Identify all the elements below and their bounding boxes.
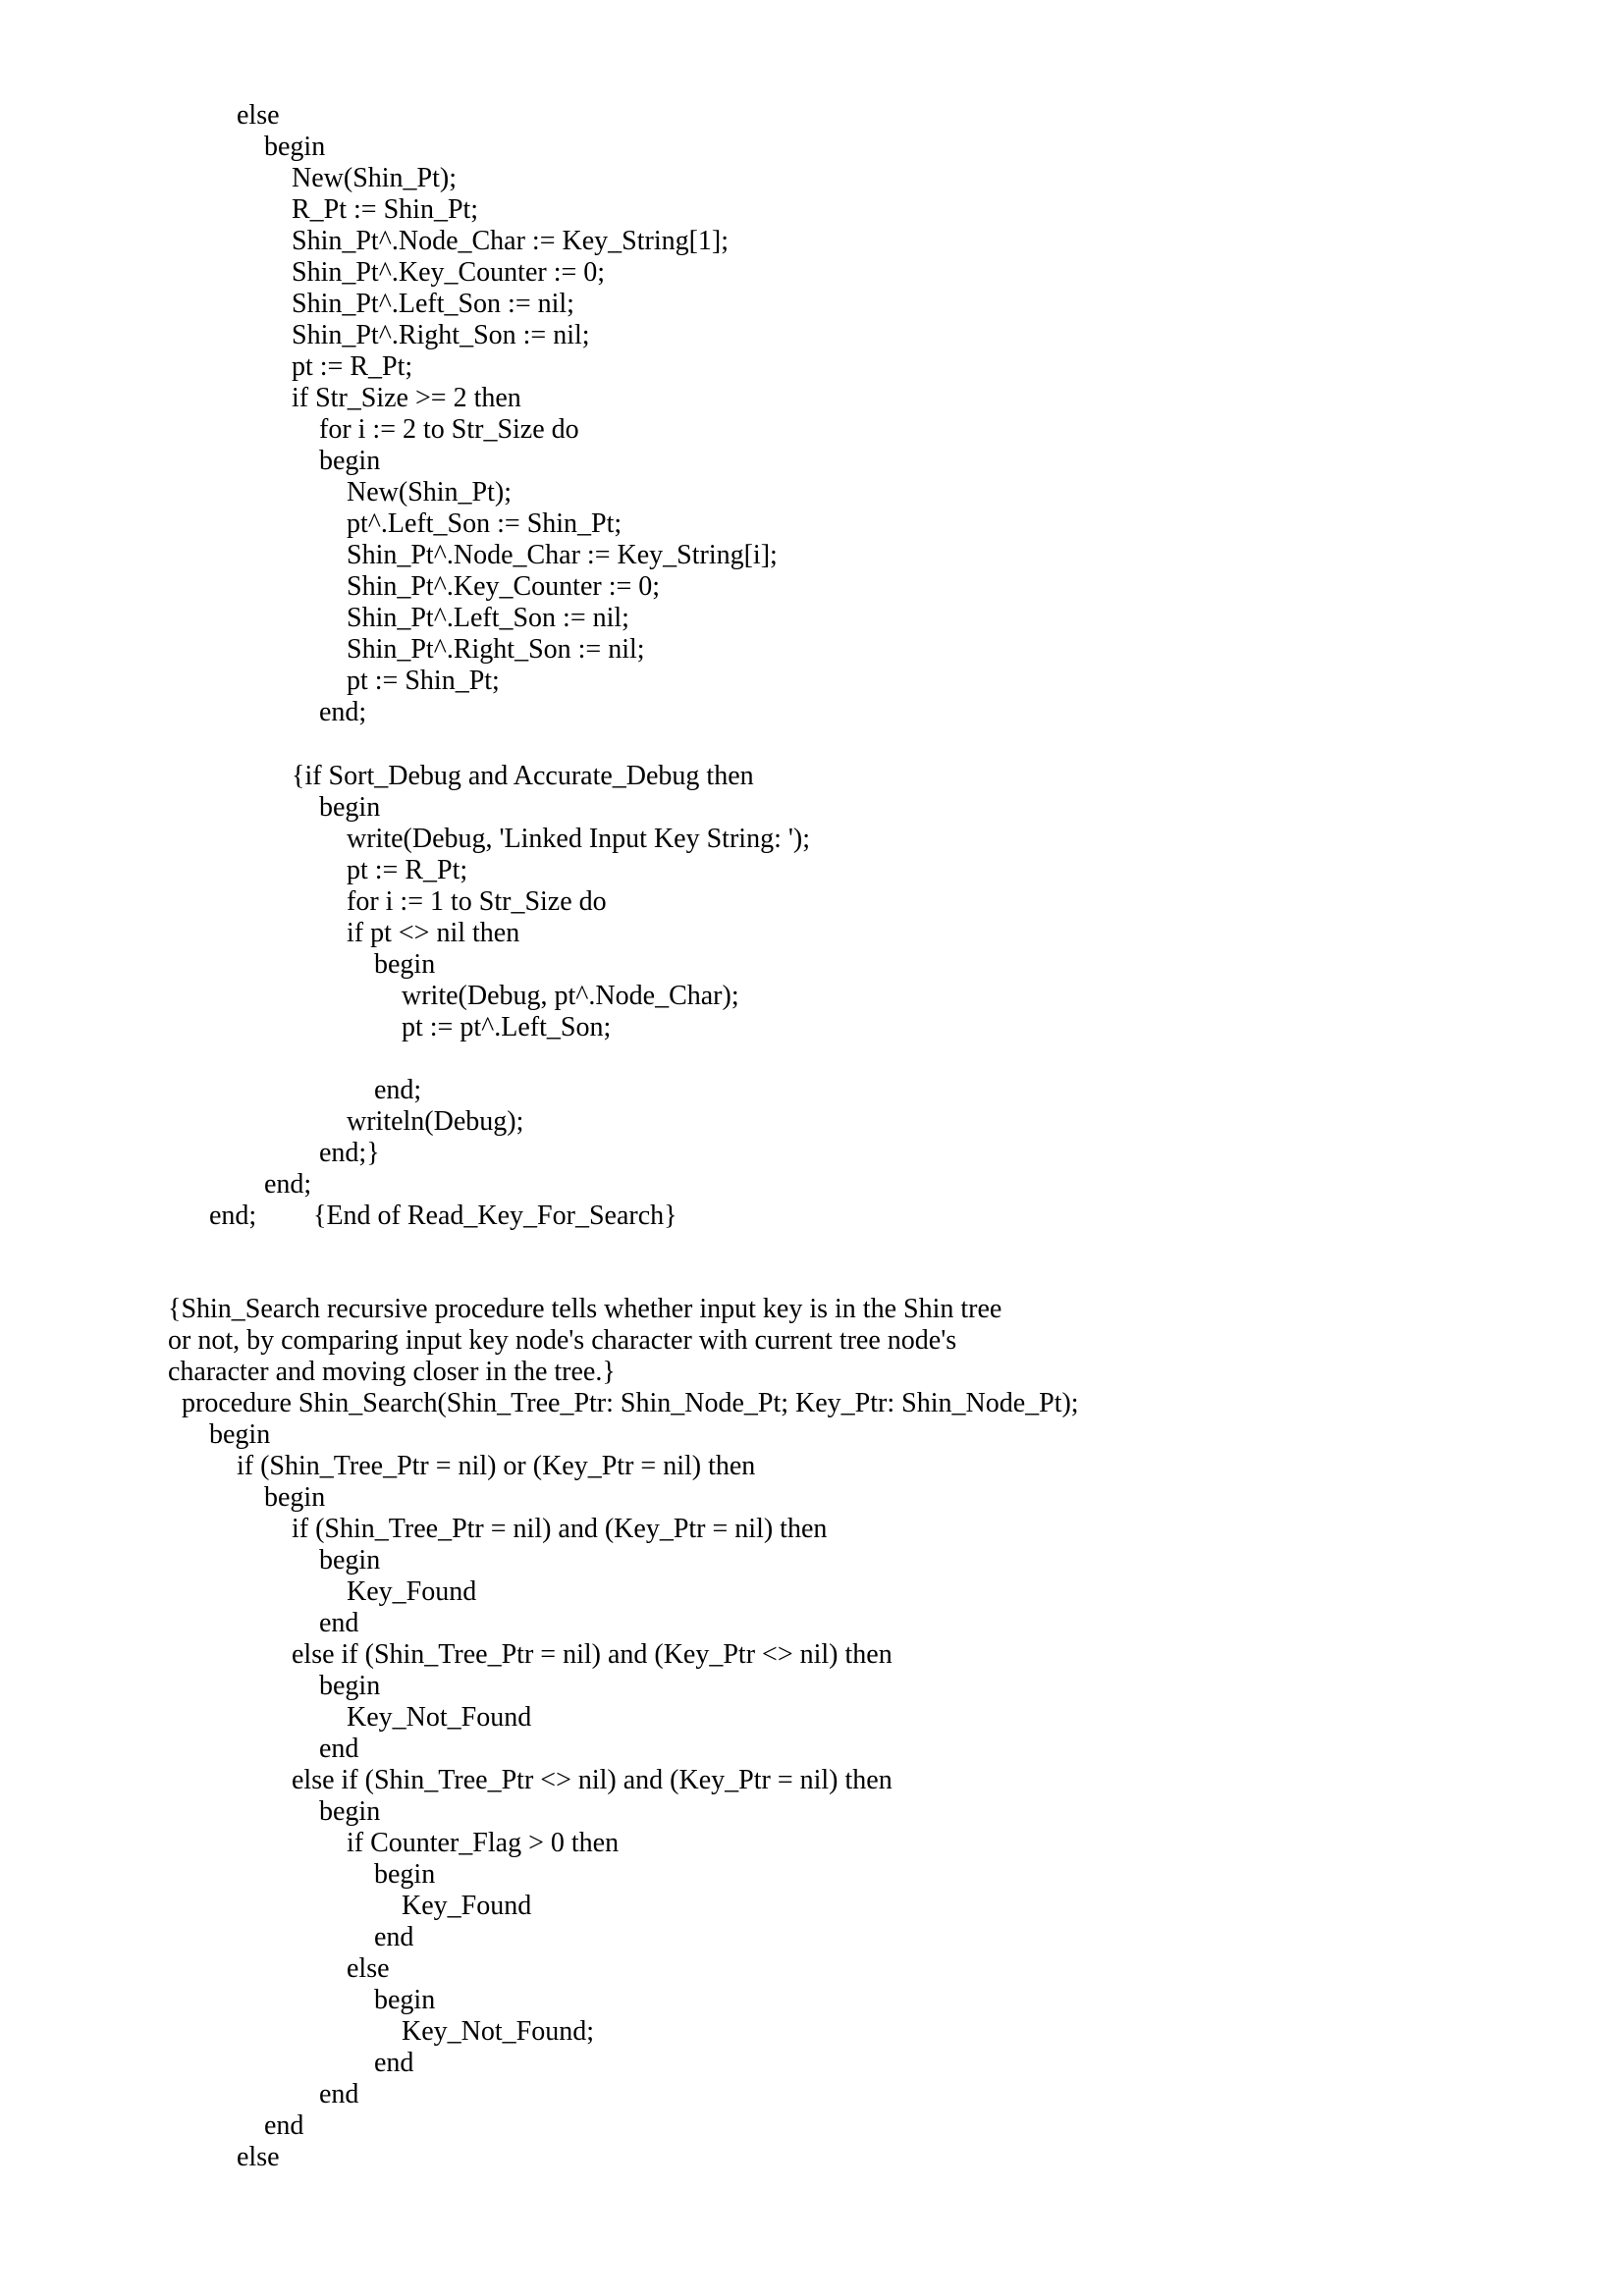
code-line: begin [319, 1545, 381, 1575]
code-line: Shin_Pt^.Node_Char := Key_String[i]; [347, 540, 778, 570]
code-line: begin [319, 792, 381, 823]
code-line: begin [209, 1419, 271, 1450]
code-line: New(Shin_Pt); [292, 163, 457, 193]
code-line: writeln(Debug); [347, 1106, 524, 1137]
code-line: else if (Shin_Tree_Ptr = nil) and (Key_Ptr <> nil) then [292, 1639, 893, 1670]
code-line: end; [209, 1201, 257, 1231]
code-line: R_Pt := Shin_Pt; [292, 194, 479, 225]
code-line: pt := pt^.Left_Son; [402, 1012, 612, 1042]
code-line: Key_Found [347, 1576, 477, 1607]
code-line: begin [374, 1985, 436, 2015]
code-line: if Counter_Flag > 0 then [347, 1828, 620, 1858]
code-line: end [374, 1922, 414, 1952]
code-line: else [347, 1953, 390, 1984]
code-line: end; [319, 697, 367, 727]
code-line: begin [319, 446, 381, 476]
code-line: Shin_Pt^.Key_Counter := 0; [292, 257, 606, 288]
code-line: for i := 2 to Str_Size do [319, 414, 579, 445]
code-line: Shin_Pt^.Left_Son := nil; [347, 603, 629, 633]
code-line: if (Shin_Tree_Ptr = nil) or (Key_Ptr = nil) then [237, 1451, 756, 1481]
code-line: end; [264, 1169, 312, 1200]
code-line: procedure Shin_Search(Shin_Tree_Ptr: Shin_Node_Pt; Key_Ptr: Shin_Node_Pt); [182, 1388, 1079, 1418]
code-line: Shin_Pt^.Left_Son := nil; [292, 289, 574, 319]
code-line: Shin_Pt^.Right_Son := nil; [347, 634, 645, 665]
code-line: end [319, 1608, 359, 1638]
code-line: begin [264, 132, 326, 162]
code-line: Shin_Pt^.Key_Counter := 0; [347, 571, 661, 602]
code-line: begin [374, 949, 436, 980]
code-line: for i := 1 to Str_Size do [347, 886, 607, 917]
code-line: pt^.Left_Son := Shin_Pt; [347, 508, 623, 539]
code-line: end [264, 2110, 304, 2141]
code-line: pt := R_Pt; [347, 855, 468, 885]
code-line: begin [264, 1482, 326, 1513]
comment-line: {Shin_Search recursive procedure tells whether input key is in the Shin tree [168, 1294, 1002, 1324]
code-line: else [237, 100, 280, 131]
comment-line: character and moving closer in the tree.} [168, 1357, 616, 1387]
code-line: end [319, 1734, 359, 1764]
code-line: begin [319, 1671, 381, 1701]
code-line: if pt <> nil then [347, 918, 520, 948]
code-comment: {End of Read_Key_For_Search} [313, 1201, 677, 1231]
code-line: pt := R_Pt; [292, 351, 413, 382]
code-line: Key_Found [402, 1891, 532, 1921]
code-line: New(Shin_Pt); [347, 477, 512, 507]
comment-line: or not, by comparing input key node's character with current tree node's [168, 1325, 957, 1356]
code-line: else if (Shin_Tree_Ptr <> nil) and (Key_Ptr = nil) then [292, 1765, 893, 1795]
code-line: begin [319, 1796, 381, 1827]
code-line: if Str_Size >= 2 then [292, 383, 521, 413]
code-line: Shin_Pt^.Node_Char := Key_String[1]; [292, 226, 730, 256]
code-line: end [374, 2048, 414, 2078]
code-line: write(Debug, pt^.Node_Char); [402, 981, 739, 1011]
code-line: Key_Not_Found [347, 1702, 532, 1733]
code-line: write(Debug, 'Linked Input Key String: '); [347, 824, 810, 854]
code-line: end;} [319, 1138, 380, 1168]
code-line: else [237, 2142, 280, 2172]
code-line: begin [374, 1859, 436, 1890]
code-line: end; [374, 1075, 422, 1105]
code-line: pt := Shin_Pt; [347, 666, 500, 696]
code-line: Key_Not_Found; [402, 2016, 594, 2047]
code-line: Shin_Pt^.Right_Son := nil; [292, 320, 590, 350]
code-line: if (Shin_Tree_Ptr = nil) and (Key_Ptr = nil) then [292, 1514, 828, 1544]
code-line: end [319, 2079, 359, 2109]
code-line: {if Sort_Debug and Accurate_Debug then [292, 761, 754, 791]
